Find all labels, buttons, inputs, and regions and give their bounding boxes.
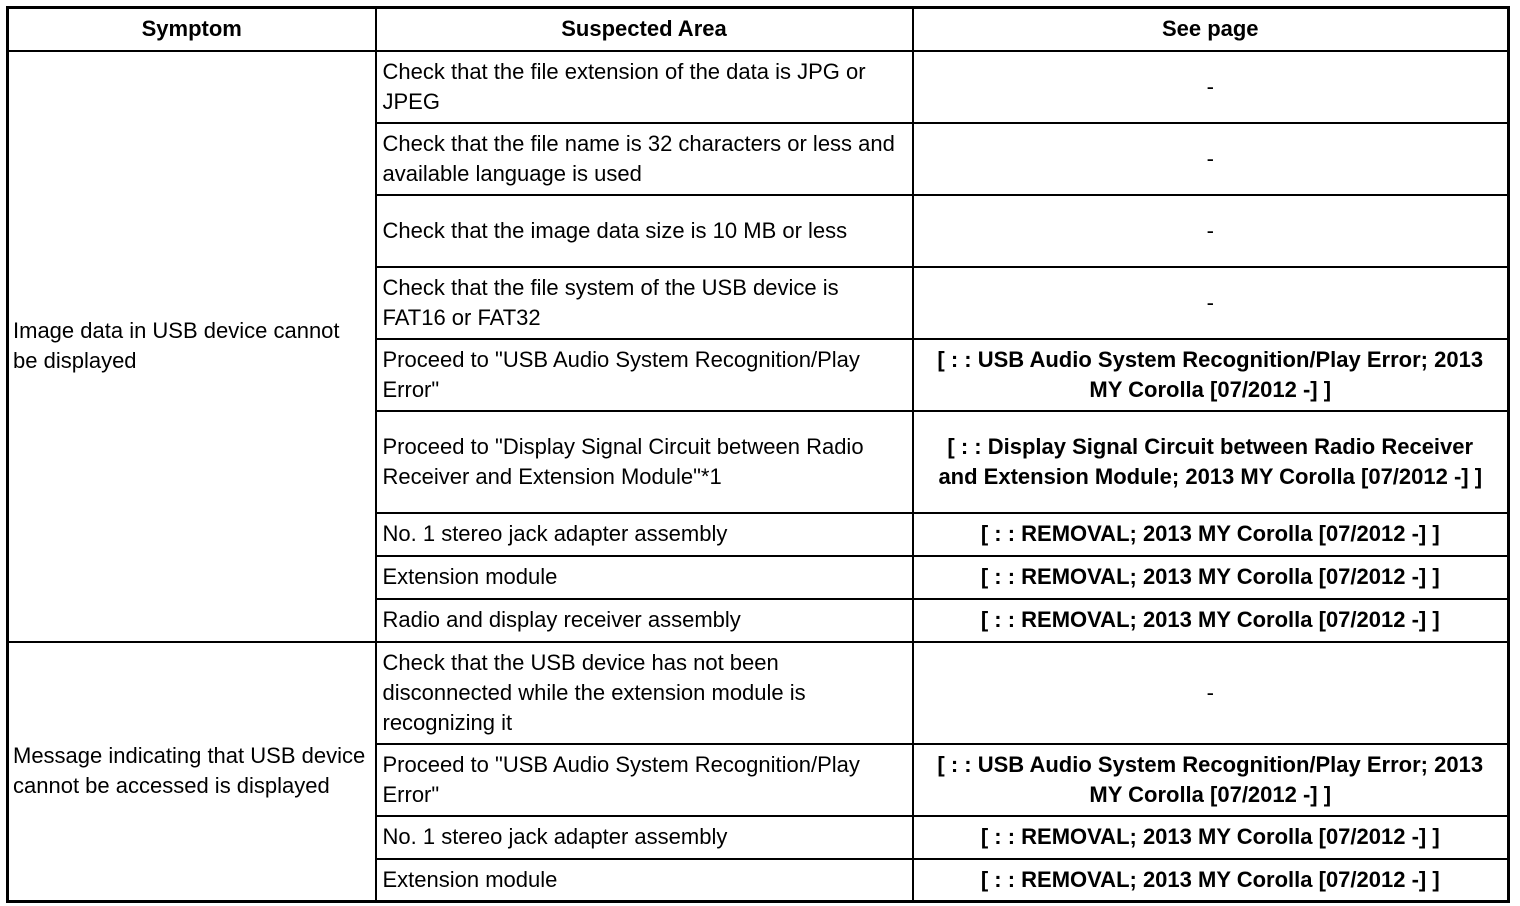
see-page-link[interactable]: [ : : REMOVAL; 2013 MY Corolla [07/2012 -] ] — [913, 859, 1509, 902]
suspected-area-cell: Check that the file extension of the data is JPG or JPEG — [376, 51, 913, 123]
suspected-area-cell: Check that the file name is 32 characters or less and available language is used — [376, 123, 913, 195]
see-page-link[interactable]: [ : : USB Audio System Recognition/Play Error; 2013 MY Corolla [07/2012 -] ] — [913, 339, 1509, 411]
suspected-area-cell: Extension module — [376, 859, 913, 902]
header-suspected-area: Suspected Area — [376, 8, 913, 51]
suspected-area-cell: Check that the file system of the USB device is FAT16 or FAT32 — [376, 267, 913, 339]
see-page-link[interactable]: [ : : REMOVAL; 2013 MY Corolla [07/2012 -] ] — [913, 556, 1509, 599]
suspected-area-cell: Proceed to "USB Audio System Recognition/Play Error" — [376, 744, 913, 816]
header-row — [8, 8, 1509, 51]
see-page-link[interactable]: [ : : USB Audio System Recognition/Play Error; 2013 MY Corolla [07/2012 -] ] — [913, 744, 1509, 816]
header-see-page: See page — [913, 8, 1509, 51]
suspected-area-cell: Proceed to "Display Signal Circuit between Radio Receiver and Extension Module"*1 — [376, 411, 913, 513]
suspected-area-cell: Extension module — [376, 556, 913, 599]
suspected-area-cell: Radio and display receiver assembly — [376, 599, 913, 642]
see-page-link[interactable]: [ : : REMOVAL; 2013 MY Corolla [07/2012 -] ] — [913, 816, 1509, 859]
table-row — [8, 642, 1509, 744]
symptom-cell: Image data in USB device cannot be displayed — [8, 51, 376, 642]
suspected-area-cell: Check that the image data size is 10 MB or less — [376, 195, 913, 267]
see-page-cell: - — [913, 51, 1509, 123]
see-page-cell: - — [913, 195, 1509, 267]
header-symptom: Symptom — [8, 8, 376, 51]
see-page-cell: - — [913, 267, 1509, 339]
troubleshooting-table — [6, 6, 1510, 903]
table-row — [8, 51, 1509, 123]
see-page-link[interactable]: [ : : Display Signal Circuit between Radio Receiver and Extension Module; 2013 MY Corolla [07/2012 -] ] — [913, 411, 1509, 513]
see-page-cell: - — [913, 642, 1509, 744]
see-page-link[interactable]: [ : : REMOVAL; 2013 MY Corolla [07/2012 -] ] — [913, 599, 1509, 642]
suspected-area-cell: No. 1 stereo jack adapter assembly — [376, 816, 913, 859]
suspected-area-cell: Check that the USB device has not been disconnected while the extension module is recognizing it — [376, 642, 913, 744]
see-page-link[interactable]: [ : : REMOVAL; 2013 MY Corolla [07/2012 -] ] — [913, 513, 1509, 556]
suspected-area-cell: No. 1 stereo jack adapter assembly — [376, 513, 913, 556]
symptom-cell: Message indicating that USB device cannot be accessed is displayed — [8, 642, 376, 902]
see-page-cell: - — [913, 123, 1509, 195]
suspected-area-cell: Proceed to "USB Audio System Recognition/Play Error" — [376, 339, 913, 411]
